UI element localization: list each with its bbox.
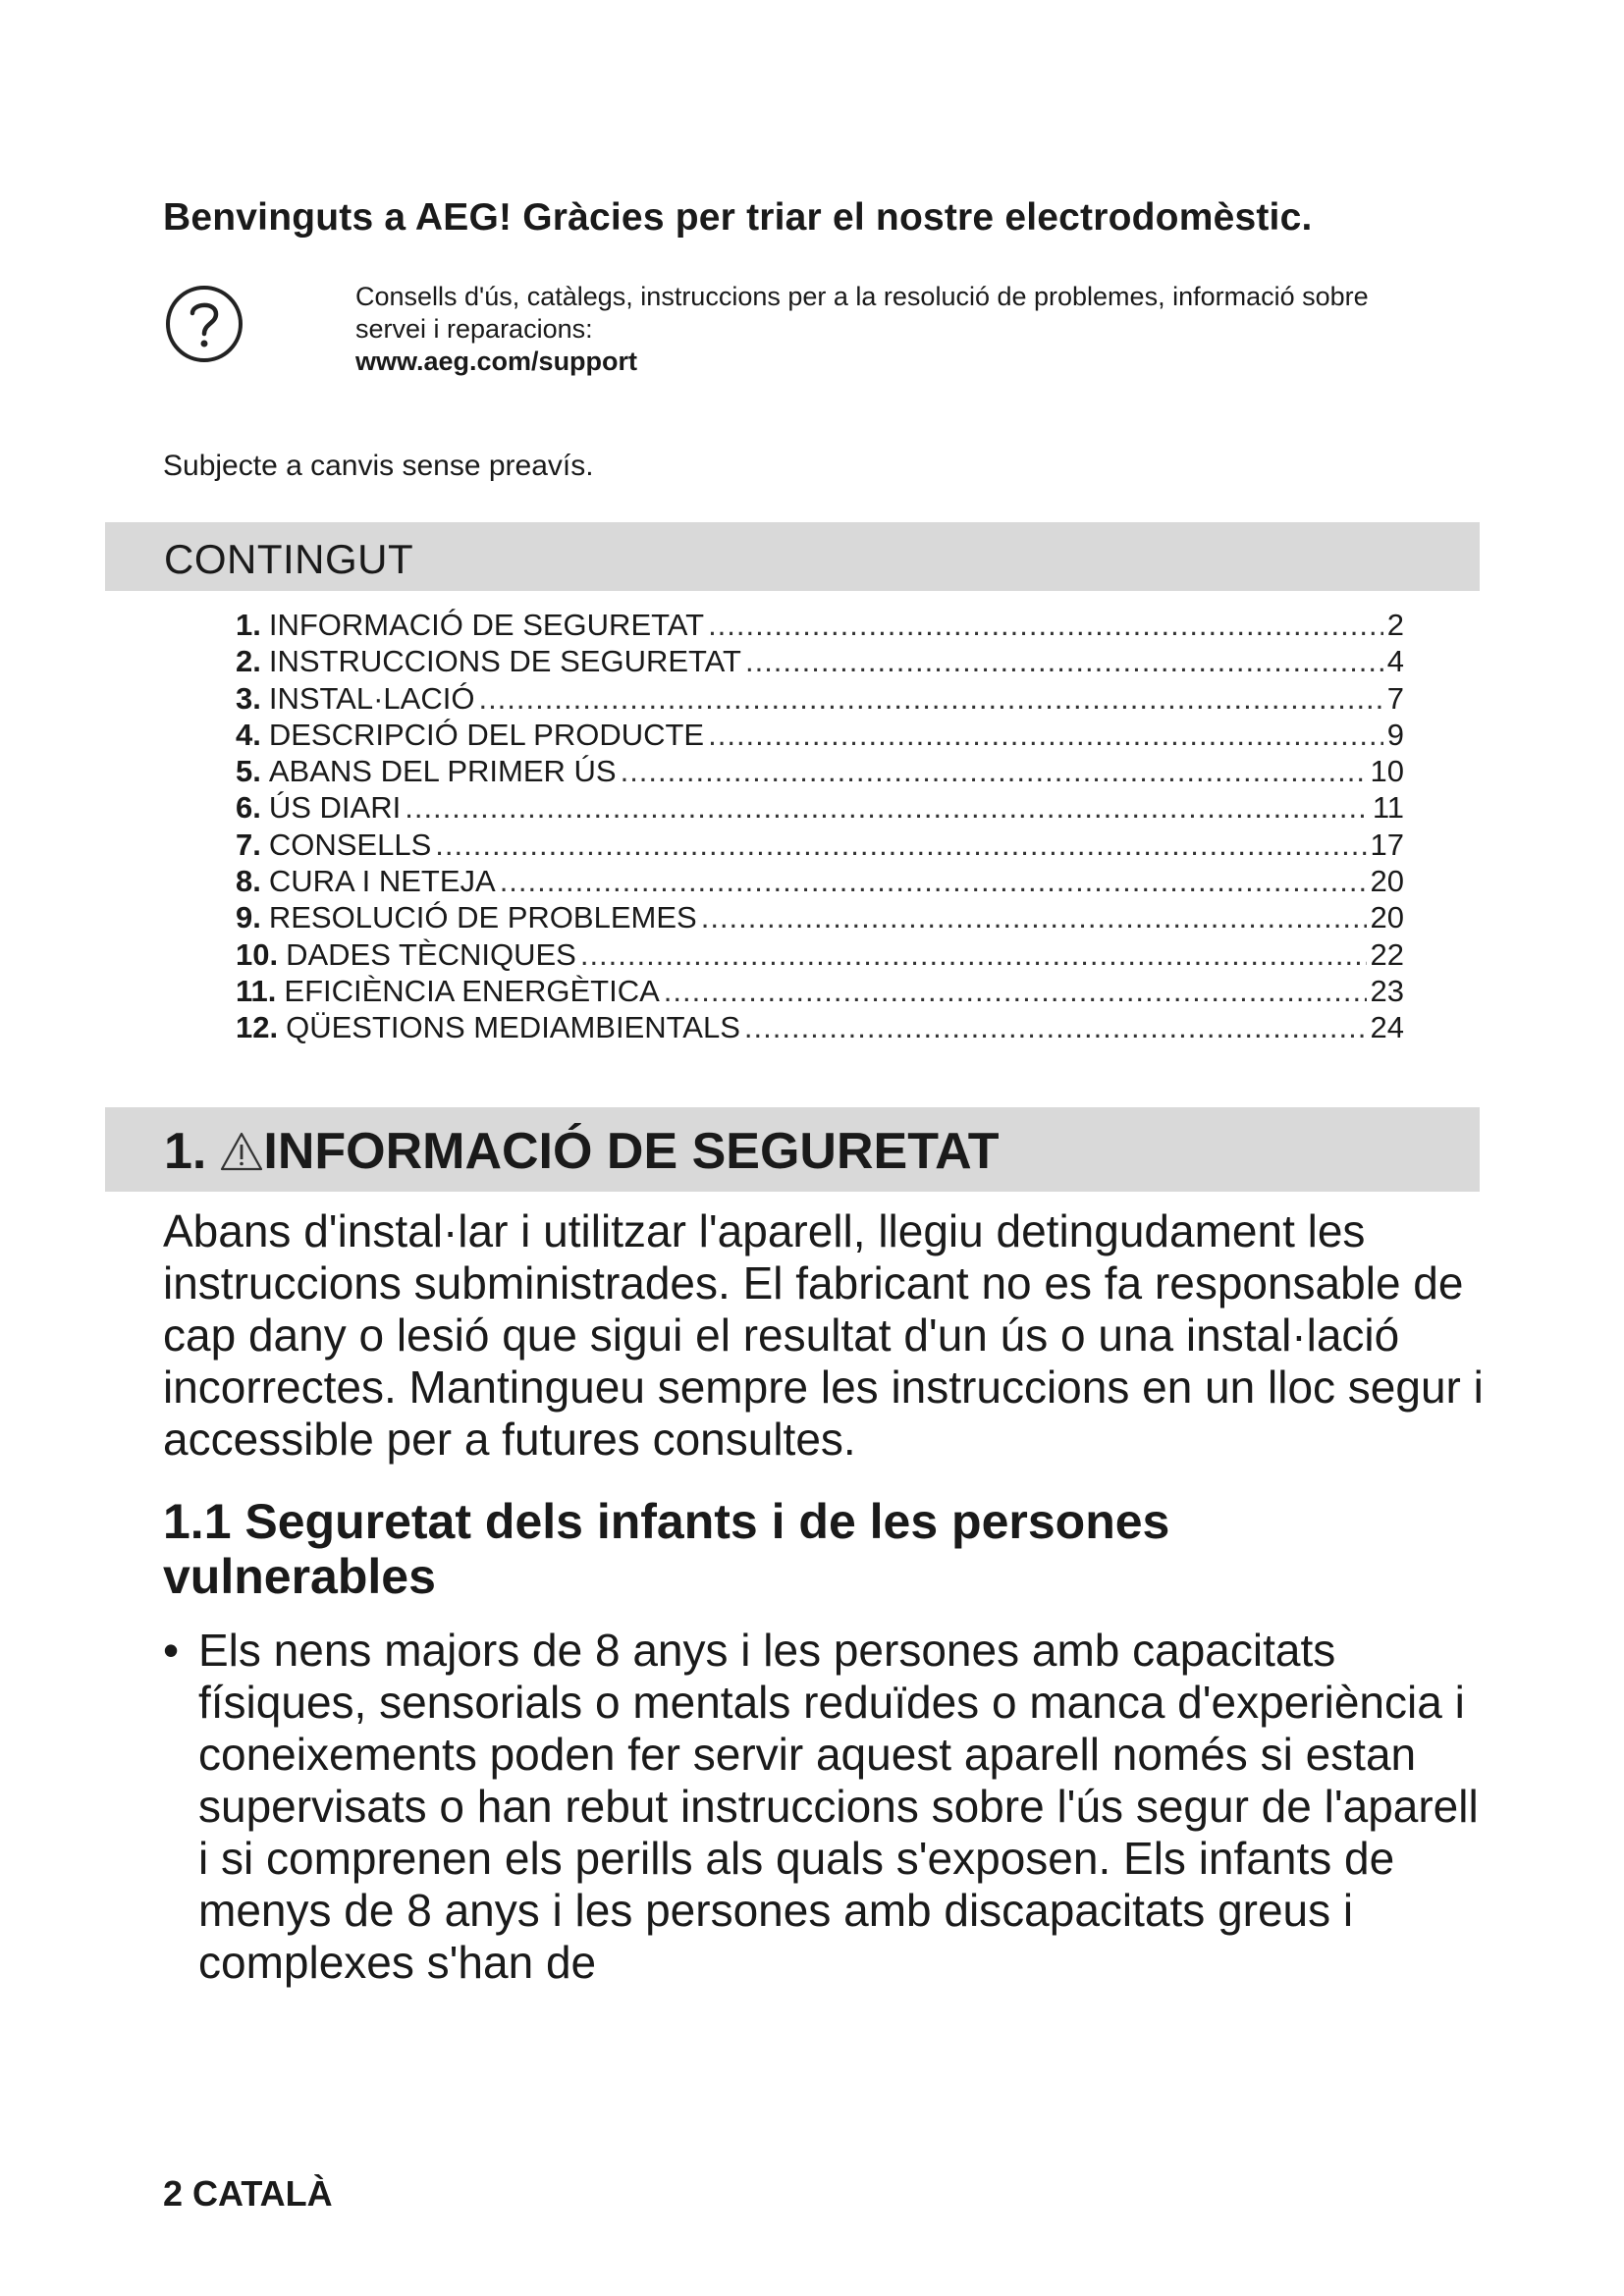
toc-item-page: 20	[1370, 864, 1404, 899]
toc-leader-dots	[478, 680, 1382, 717]
toc-item-number: 9.	[236, 900, 261, 935]
toc-item[interactable]	[236, 936, 1404, 973]
support-info	[355, 281, 1416, 378]
toc-item-number: 5.	[236, 754, 261, 789]
toc-item-page: 22	[1370, 936, 1404, 972]
toc-item-label: DADES TÈCNIQUES	[286, 936, 576, 972]
toc-item-page: 17	[1370, 827, 1404, 862]
toc-item-number: 4.	[236, 717, 261, 752]
list-item	[163, 1625, 1489, 1989]
toc-header-bar	[105, 522, 1480, 591]
question-circle-icon	[163, 283, 245, 365]
toc-item-label: EFICIÈNCIA ENERGÈTICA	[284, 973, 660, 1008]
toc-item-label: INSTAL·LACIÓ	[268, 680, 475, 716]
toc-item-label: DESCRIPCIÓ DEL PRODUCTE	[268, 717, 705, 752]
toc-item-number: 2.	[236, 644, 261, 679]
toc-item-number: 11.	[236, 973, 277, 1008]
toc-item-label: QÜESTIONS MEDIAMBIENTALS	[286, 1010, 740, 1045]
section-title	[164, 1122, 1000, 1181]
page-footer: 2 CATALÀ	[163, 2173, 333, 2214]
toc-item[interactable]	[236, 973, 1404, 1009]
toc-leader-dots	[580, 936, 1367, 973]
toc-item[interactable]	[236, 827, 1404, 863]
toc-item-number: 10.	[236, 936, 279, 972]
toc-item[interactable]	[236, 717, 1404, 753]
toc-item-page: 23	[1370, 973, 1404, 1008]
toc-item[interactable]	[236, 1009, 1404, 1045]
toc-item-label: INSTRUCCIONS DE SEGURETAT	[268, 644, 741, 679]
toc-leader-dots	[435, 827, 1366, 863]
toc-item[interactable]	[236, 753, 1404, 789]
welcome-heading: Benvinguts a AEG! Gràcies per triar el nostre electrodomèstic.	[163, 196, 1313, 239]
toc-item-page: 11	[1372, 790, 1404, 826]
support-link[interactable]: www.aeg.com/support	[355, 347, 638, 376]
toc-leader-dots	[745, 643, 1383, 679]
warning-triangle-icon	[218, 1130, 265, 1173]
toc-item-number: 7.	[236, 827, 261, 862]
toc-item-label: ÚS DIARI	[268, 790, 402, 826]
table-of-contents	[236, 607, 1404, 1046]
toc-leader-dots	[664, 973, 1367, 1009]
toc-item-page: 2	[1386, 608, 1404, 642]
toc-item-label: CONSELLS	[268, 827, 432, 862]
toc-item[interactable]	[236, 643, 1404, 679]
toc-item[interactable]	[236, 680, 1404, 717]
toc-leader-dots	[500, 863, 1367, 899]
toc-item-number: 3.	[236, 680, 261, 716]
toc-item-number: 6.	[236, 790, 261, 826]
toc-item[interactable]	[236, 607, 1404, 643]
toc-leader-dots	[744, 1009, 1367, 1045]
section-header-bar	[105, 1107, 1480, 1192]
support-description: Consells d'ús, catàlegs, instruccions per a la resolució de problemes, informació sobre servei i reparacions:	[355, 282, 1369, 344]
toc-item-number: 12.	[236, 1010, 279, 1045]
toc-leader-dots	[621, 753, 1367, 789]
toc-item-page: 4	[1386, 644, 1404, 679]
section-heading-text: INFORMACIÓ DE SEGURETAT	[263, 1123, 1000, 1180]
bullet-point: •	[163, 1625, 180, 1676]
bullet-text: Els nens majors de 8 anys i les persones amb capacitats físiques, sensorials o mentals reduïdes o manca d'experiència i coneixements poden fer servir aquest aparell només si estan supervisats o han rebut instruccions sobre l'ús segur de l'aparell i si comprenen els perills als quals s'exposen. Els infants de menys de 8 anys i les persones amb discapacitats greus i complexes s'han de	[198, 1625, 1479, 1988]
toc-item-label: CURA I NETEJA	[268, 864, 496, 899]
toc-item[interactable]	[236, 899, 1404, 935]
change-notice: Subjecte a canvis sense preavís.	[163, 450, 594, 482]
toc-title: CONTINGUT	[164, 536, 414, 582]
toc-item-page: 10	[1370, 754, 1404, 789]
toc-item[interactable]	[236, 863, 1404, 899]
section-number: 1.	[164, 1123, 207, 1180]
toc-item-number: 1.	[236, 608, 261, 642]
toc-leader-dots	[701, 899, 1367, 935]
toc-item-number: 8.	[236, 864, 261, 899]
toc-item-page: 7	[1386, 680, 1404, 716]
subsection-title: 1.1 Seguretat dels infants i de les persones vulnerables	[163, 1494, 1170, 1604]
toc-item-page: 24	[1370, 1010, 1404, 1045]
toc-item-label: RESOLUCIÓ DE PROBLEMES	[268, 900, 697, 935]
toc-item-label: INFORMACIÓ DE SEGURETAT	[268, 608, 705, 642]
intro-paragraph: Abans d'instal·lar i utilitzar l'aparell, llegiu detingudament les instruccions subministrades. El fabricant no es fa responsable de cap dany o lesió que sigui el resultat d'un ús o una instal·lació incorrectes. Mantingueu sempre les instruccions en un lloc segur i accessible per a futures consultes.	[163, 1205, 1484, 1465]
toc-leader-dots	[708, 607, 1383, 643]
toc-item-page: 9	[1386, 717, 1404, 752]
toc-item[interactable]	[236, 789, 1404, 826]
toc-item-label: ABANS DEL PRIMER ÚS	[268, 754, 617, 789]
toc-leader-dots	[708, 717, 1383, 753]
toc-item-page: 20	[1370, 900, 1404, 935]
toc-leader-dots	[405, 789, 1369, 826]
